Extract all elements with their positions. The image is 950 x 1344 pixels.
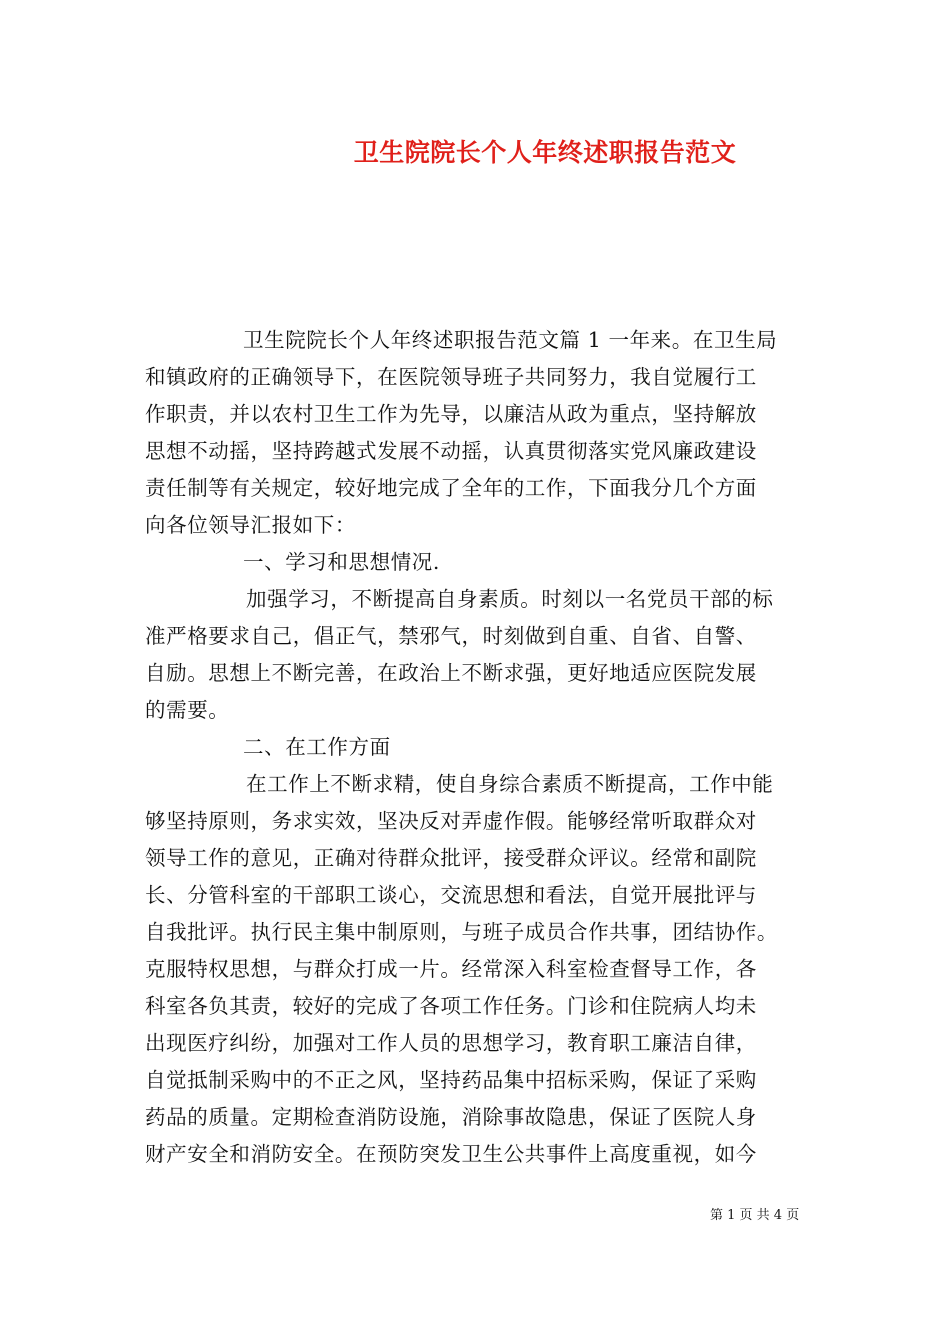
paragraph-line: 药品的质量。定期检查消防设施，消除事故隐患，保证了医院人身 [145, 1105, 757, 1129]
paragraph-line: 的需要。 [145, 698, 230, 722]
paragraph-line: 出现医疗纠纷，加强对工作人员的思想学习，教育职工廉洁自律， [145, 1031, 757, 1055]
paragraph-line: 够坚持原则，务求实效，坚决反对弄虚作假。能够经常听取群众对 [145, 809, 757, 833]
paragraph-line: 自励。思想上不断完善，在政治上不断求强，更好地适应医院发展 [145, 661, 757, 685]
paragraph-line: 领导工作的意见，正确对待群众批评，接受群众评议。经常和副院 [145, 846, 757, 870]
paragraph-line: 准严格要求自己，倡正气，禁邪气，时刻做到自重、自省、自警、 [145, 624, 757, 648]
paragraph-line: 在工作上不断求精，使自身综合素质不断提高，工作中能 [246, 772, 774, 796]
paragraph-line: 长、分管科室的干部职工谈心，交流思想和看法，自觉开展批评与 [145, 883, 757, 907]
paragraph-line: 卫生院院长个人年终述职报告范文篇 1 一年来。在卫生局 [243, 328, 778, 352]
paragraph-line: 和镇政府的正确领导下，在医院领导班子共同努力，我自觉履行工 [145, 365, 757, 389]
paragraph-line: 加强学习，不断提高自身素质。时刻以一名党员干部的标 [246, 587, 774, 611]
page-number: 第 1 页 共 4 页 [710, 1208, 800, 1223]
paragraph-line: 自我批评。执行民主集中制原则，与班子成员合作共事，团结协作。 [145, 920, 778, 944]
paragraph-line: 克服特权思想，与群众打成一片。经常深入科室检查督导工作，各 [145, 957, 757, 981]
paragraph-line: 责任制等有关规定，较好地完成了全年的工作，下面我分几个方面 [145, 476, 757, 500]
paragraph-line: 向各位领导汇报如下： [145, 513, 356, 537]
paragraph-line: 科室各负其责，较好的完成了各项工作任务。门诊和住院病人均未 [145, 994, 757, 1018]
document-title: 卫生院院长个人年终述职报告范文 [353, 138, 737, 167]
paragraph-line: 思想不动摇，坚持跨越式发展不动摇，认真贯彻落实党风廉政建设 [145, 439, 757, 463]
paragraph-line: 财产安全和消防安全。在预防突发卫生公共事件上高度重视，如今 [145, 1142, 757, 1166]
paragraph-line: 作职责，并以农村卫生工作为先导，以廉洁从政为重点，坚持解放 [145, 402, 757, 426]
section-heading: 二、在工作方面 [243, 735, 391, 759]
section-heading: 一、学习和思想情况. [243, 550, 441, 574]
paragraph-line: 自觉抵制采购中的不正之风，坚持药品集中招标采购，保证了采购 [145, 1068, 757, 1092]
